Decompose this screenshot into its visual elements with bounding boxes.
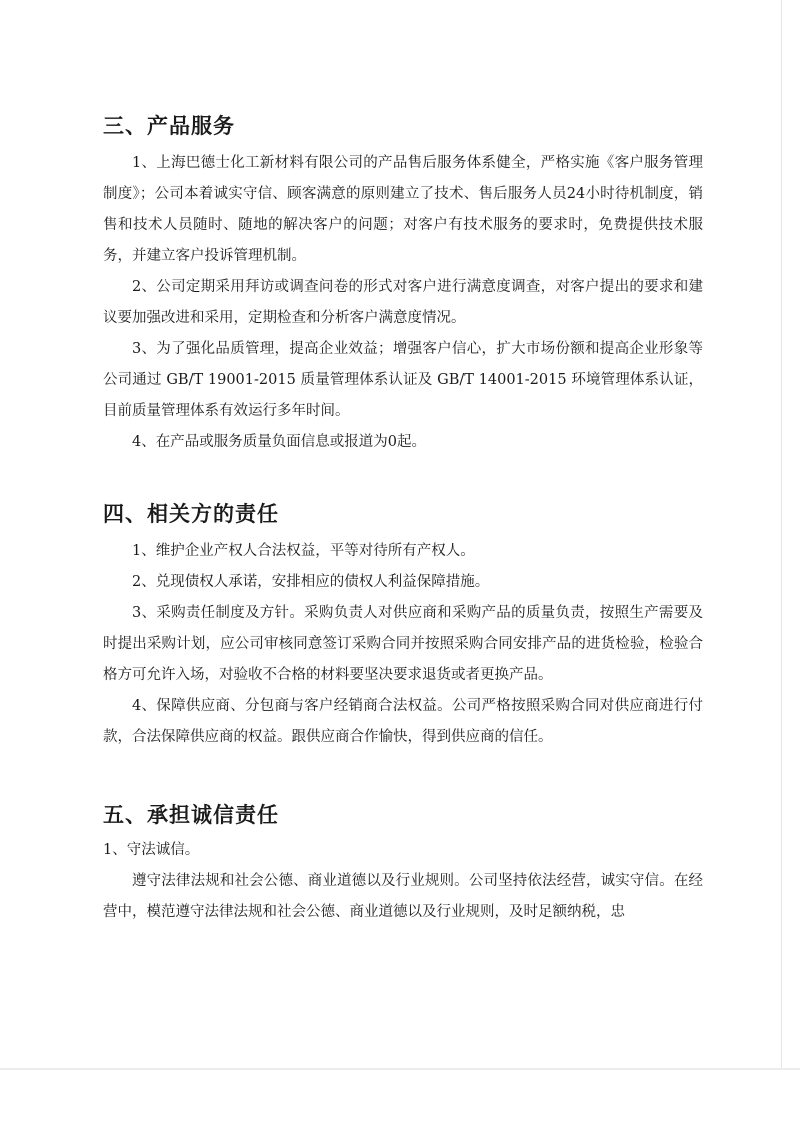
section-heading: 五、承担诚信责任 [103,802,279,827]
section-product-service [103,110,703,458]
paragraph: 2、公司定期采用拜访或调查问卷的形式对客户进行满意度调查，对客户提出的要求和建议要加强改进和采用，定期检查和分析客户满意度情况。 [103,279,703,326]
paragraph: 3、采购责任制度及方针。采购负责人对供应商和采购产品的质量负责，按照生产需要及时提出采购计划，应公司审核同意签订采购合同并按照采购合同安排产品的进货检验，检验合格方可允许入场，对验收不合格的材料要坚决要求退货或者更换产品。 [103,605,703,683]
section-stakeholder-responsibility [103,498,703,753]
section-heading: 四、相关方的责任 [103,501,279,526]
paragraph: 遵守法律法规和社会公德、商业道德以及行业规则。公司坚持依法经营，诚实守信。在经营中，模范遵守法律法规和社会公德、商业道德以及行业规则，及时足额纳税，忠 [103,873,703,920]
paragraph: 2、兑现债权人承诺，安排相应的债权人利益保障措施。 [132,574,490,590]
scan-edge-bottom [0,1068,800,1070]
paragraph: 3、为了强化品质管理，提高企业效益；增强客户信心，扩大市场份额和提高企业形象等公司通过 GB/T 19001-2015 质量管理体系认证及 GB/T 14001-2015 环境管理体系认证，目前质量管理体系有效运行多年时间。 [103,341,703,419]
paragraph: 1、上海巴德士化工新材料有限公司的产品售后服务体系健全，严格实施《客户服务管理制度》；公司本着诚实守信、顾客满意的原则建立了技术、售后服务人员24小时待机制度，销售和技术人员随时、随地的解决客户的问题；对客户有技术服务的要求时，免费提供技术服务，并建立客户投诉管理机制。 [103,155,703,264]
section-heading: 三、产品服务 [103,113,235,138]
page-content [103,110,703,928]
subheading: 1、守法诚信。 [103,842,200,858]
paragraph: 1、维护企业产权人合法权益，平等对待所有产权人。 [132,543,475,559]
paragraph: 4、保障供应商、分包商与客户经销商合法权益。公司严格按照采购合同对供应商进行付款，合法保障供应商的权益。跟供应商合作愉快，得到供应商的信任。 [103,698,703,745]
scan-edge-right [781,0,782,1070]
paragraph: 4、在产品或服务质量负面信息或报道为0起。 [132,434,426,450]
section-integrity-responsibility [103,799,703,928]
